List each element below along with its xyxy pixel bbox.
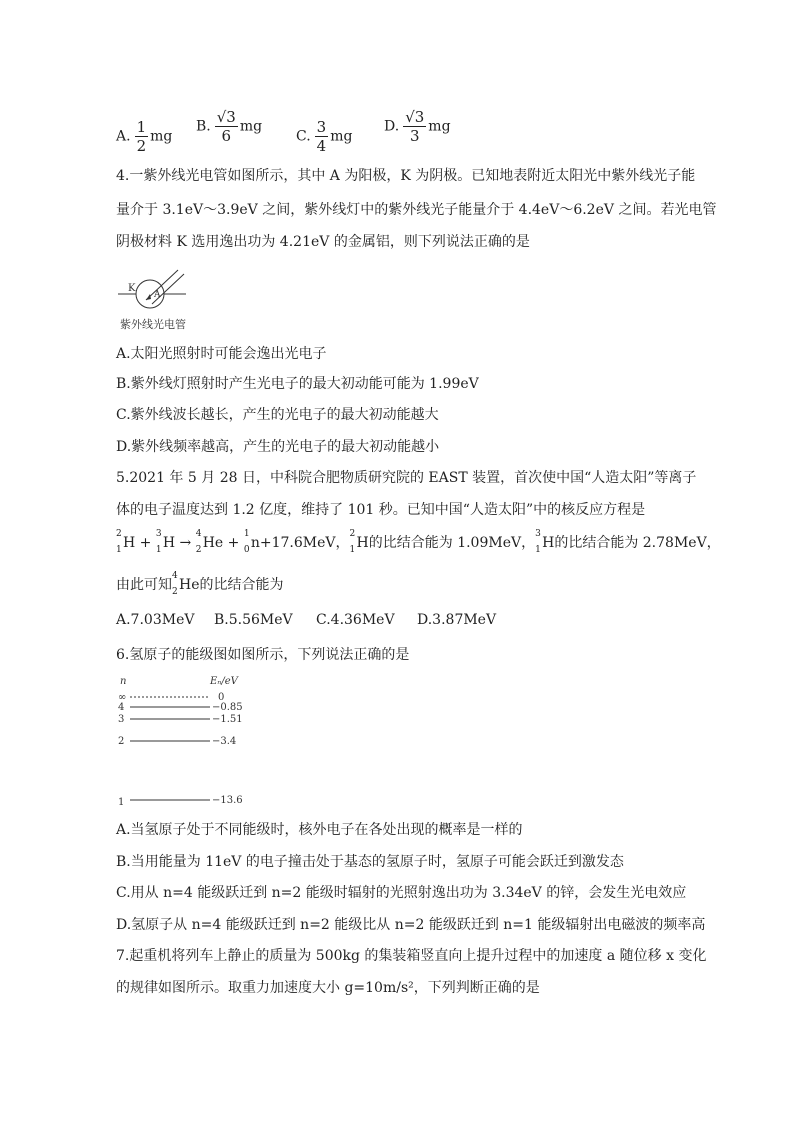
axis-e-label: Eₙ/eV bbox=[210, 676, 238, 687]
binding-energy-h3: 的比结合能为 2.78MeV， bbox=[554, 535, 721, 551]
option-letter: C. bbox=[296, 128, 311, 145]
q5-stem-line-1: 5.2021 年 5 月 28 日，中科院合肥物质研究院的 EAST 装置，首次使中国“人造太阳”等离子 bbox=[116, 470, 697, 486]
mass-number: 3 bbox=[535, 529, 541, 539]
nuclide-h2 bbox=[116, 529, 136, 555]
level-e-4: −0.85 bbox=[212, 702, 243, 713]
symbol: He bbox=[179, 577, 200, 593]
q3-option-d bbox=[384, 108, 451, 145]
atomic-number: 1 bbox=[535, 545, 541, 555]
light-ray-1 bbox=[146, 270, 178, 300]
q4-stem-line-3: 阴极材料 K 选用逸出功为 4.21eV 的金属铝，则下列说法正确的是 bbox=[116, 234, 530, 250]
nuclide-n bbox=[243, 529, 260, 555]
option-letter: B. bbox=[196, 118, 211, 135]
text: 由此可知 bbox=[116, 577, 172, 593]
q4-option-d: D.紫外线频率越高，产生的光电子的最大初动能越小 bbox=[116, 439, 440, 455]
q3-option-b bbox=[196, 108, 262, 145]
level-n-1: 1 bbox=[118, 797, 125, 808]
q5-option-c: C.4.36MeV bbox=[316, 612, 395, 628]
q7-stem-line-1: 7.起重机将列车上静止的质量为 500kg 的集装箱竖直向上提升过程中的加速度 a 随位移 x 变化 bbox=[116, 948, 707, 964]
nuclide-he4-ref bbox=[172, 571, 200, 597]
level-n-3: 3 bbox=[118, 714, 125, 725]
mass-number: 4 bbox=[195, 529, 202, 539]
denominator: 6 bbox=[221, 127, 232, 145]
atomic-number: 1 bbox=[349, 545, 356, 555]
mass-number: 2 bbox=[116, 529, 122, 539]
atomic-number: 0 bbox=[243, 545, 250, 555]
numerator: √3 bbox=[216, 108, 236, 126]
q6-option-d: D.氢原子从 n=4 能级跃迁到 n=2 能级比从 n=2 能级跃迁到 n=1 能级辐射出电磁波的频率高 bbox=[116, 917, 706, 933]
q7-stem-line-2: 的规律如图所示。取重力加速度大小 g=10m/s²，下列判断正确的是 bbox=[116, 980, 540, 996]
option-letter: D. bbox=[384, 118, 400, 135]
q5-stem-line-4 bbox=[116, 571, 284, 597]
unit: mg bbox=[330, 128, 353, 145]
mass-number: 2 bbox=[349, 529, 356, 539]
q4-stem-line-2: 量介于 3.1eV～3.9eV 之间，紫外线灯中的紫外线光子能量介于 4.4eV～6.2eV 之间。若光电管 bbox=[116, 202, 717, 218]
q4-option-b: B.紫外线灯照射时产生光电子的最大初动能可能为 1.99eV bbox=[116, 376, 479, 392]
q6-option-b: B.当用能量为 11eV 的电子撞击处于基态的氢原子时，氢原子可能会跃迁到激发态 bbox=[116, 854, 624, 870]
phototube-figure bbox=[116, 266, 216, 334]
numerator: √3 bbox=[405, 108, 425, 126]
level-e-3: −1.51 bbox=[212, 714, 243, 725]
q5-stem-line-2: 体的电子温度达到 1.2 亿度，维持了 101 秒。已知中国“人造太阳”中的核反应方程是 bbox=[116, 502, 646, 518]
binding-energy-h2: 的比结合能为 1.09MeV， bbox=[368, 535, 536, 551]
mass-number: 3 bbox=[155, 529, 162, 539]
atomic-number: 1 bbox=[116, 545, 122, 555]
q5-option-a: A.7.03MeV bbox=[116, 612, 195, 628]
symbol: n bbox=[250, 535, 260, 551]
denominator: 4 bbox=[316, 137, 327, 155]
numerator: 3 bbox=[316, 118, 327, 136]
energy-level-diagram bbox=[116, 672, 256, 812]
symbol: He bbox=[202, 535, 224, 551]
unit: mg bbox=[150, 128, 173, 145]
comma: ， bbox=[335, 535, 350, 551]
q3-option-a bbox=[116, 118, 172, 155]
label-a: A bbox=[154, 290, 161, 300]
denominator: 2 bbox=[136, 137, 147, 155]
q6-stem: 6.氢原子的能级图如图所示，下列说法正确的是 bbox=[116, 647, 410, 663]
level-n-2: 2 bbox=[118, 736, 125, 747]
unit: mg bbox=[239, 118, 263, 135]
q4-stem-line-1: 4.一紫外线光电管如图所示，其中 A 为阳极，K 为阴极。已知地表附近太阳光中紫外线光子能 bbox=[116, 168, 696, 184]
fraction bbox=[403, 108, 426, 145]
q5-option-d: D.3.87MeV bbox=[417, 612, 497, 628]
q3-option-c bbox=[296, 118, 352, 155]
nuclide-h3-ref bbox=[535, 529, 555, 555]
fraction bbox=[135, 118, 149, 155]
q6-option-c: C.用从 n=4 能级跃迁到 n=2 能级时辐射的光照射逸出功为 3.34eV 的锌，会发生光电效应 bbox=[116, 885, 687, 901]
unit: mg bbox=[428, 118, 451, 135]
level-e-inf: 0 bbox=[218, 692, 225, 703]
plus-sign: + bbox=[227, 535, 240, 551]
symbol: H bbox=[542, 535, 555, 551]
q5-equation-line bbox=[116, 529, 721, 555]
label-k: K bbox=[128, 283, 136, 294]
figure-caption: 紫外线光电管 bbox=[120, 318, 186, 331]
atomic-number: 2 bbox=[195, 545, 202, 555]
symbol: H bbox=[162, 535, 176, 551]
arrow-head-icon bbox=[146, 294, 151, 300]
nuclide-he4 bbox=[195, 529, 224, 555]
numerator: 1 bbox=[136, 118, 147, 136]
fraction bbox=[215, 108, 238, 145]
q6-option-a: A.当氢原子处于不同能级时，核外电子在各处出现的概率是一样的 bbox=[116, 822, 523, 838]
phototube-diagram bbox=[116, 266, 216, 334]
q5-option-b: B.5.56MeV bbox=[214, 612, 293, 628]
level-n-4: 4 bbox=[118, 702, 125, 713]
energy-level-figure bbox=[116, 672, 256, 812]
nuclide-h3 bbox=[155, 529, 176, 555]
axis-n-label: n bbox=[120, 676, 127, 687]
energy-term: +17.6MeV bbox=[259, 535, 336, 551]
option-letter: A. bbox=[116, 128, 131, 145]
atomic-number: 2 bbox=[172, 587, 178, 597]
symbol: H bbox=[123, 535, 136, 551]
level-e-1: −13.6 bbox=[212, 795, 243, 806]
q4-option-a: A.太阳光照射时可能会逸出光电子 bbox=[116, 346, 327, 362]
fraction bbox=[315, 118, 329, 155]
level-n-inf: ∞ bbox=[118, 692, 127, 703]
q4-option-c: C.紫外线波长越长，产生的光电子的最大初动能越大 bbox=[116, 407, 439, 423]
mass-number: 4 bbox=[172, 571, 178, 581]
level-e-2: −3.4 bbox=[212, 736, 237, 747]
text: 的比结合能为 bbox=[199, 577, 284, 593]
plus-sign: + bbox=[139, 535, 152, 551]
symbol: H bbox=[356, 535, 369, 551]
nuclide-h2-ref bbox=[349, 529, 369, 555]
mass-number: 1 bbox=[243, 529, 250, 539]
denominator: 3 bbox=[409, 127, 420, 145]
arrow-icon: → bbox=[179, 535, 192, 551]
atomic-number: 1 bbox=[155, 545, 162, 555]
